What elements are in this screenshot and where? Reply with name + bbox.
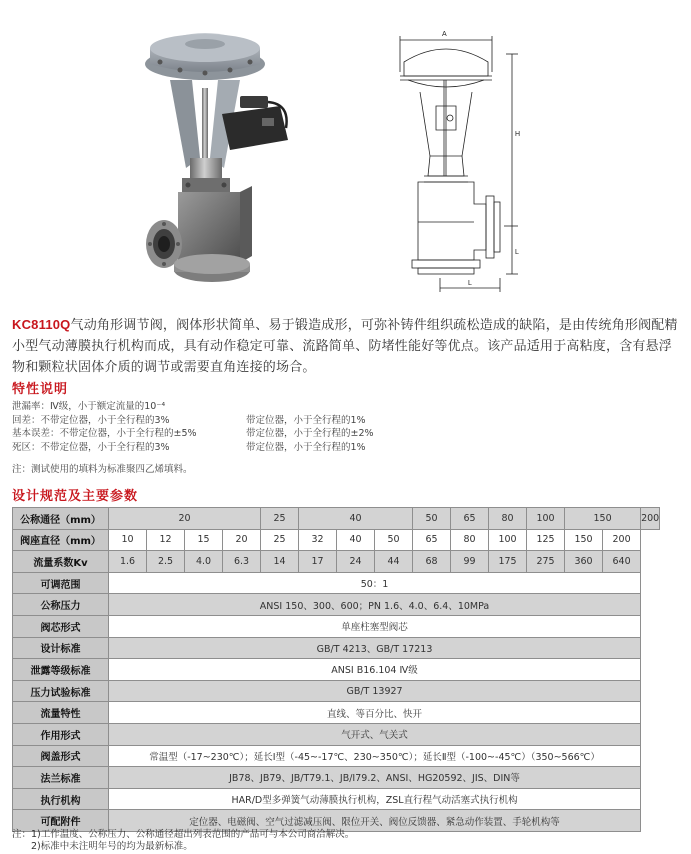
row-label: 泄露等级标准 <box>13 659 109 681</box>
table-cell: 100 <box>489 529 527 551</box>
row-label: 阀盖形式 <box>13 745 109 767</box>
row-label: 公称压力 <box>13 594 109 616</box>
table-cell: 50 <box>375 529 413 551</box>
table-cell: 150 <box>565 529 603 551</box>
row-label: 阀芯形式 <box>13 615 109 637</box>
row-label: 流量特性 <box>13 702 109 724</box>
feature-hysteresis: 回差：不带定位器，小于全行程的3% <box>12 414 170 426</box>
table-cell: 65 <box>413 529 451 551</box>
feature-dead-band-positioner: 带定位器，小于全行程的1% <box>246 441 366 453</box>
table-cell: 175 <box>489 551 527 573</box>
table-row <box>13 594 660 616</box>
footnotes <box>12 829 354 852</box>
table-cell: 65 <box>451 508 489 530</box>
table-cell: 50 <box>413 508 451 530</box>
row-label: 法兰标准 <box>13 767 109 789</box>
table-cell: 10 <box>109 529 147 551</box>
table-cell: 4.0 <box>185 551 223 573</box>
table-row <box>13 723 660 745</box>
table-cell: 15 <box>185 529 223 551</box>
table-cell: 24 <box>337 551 375 573</box>
table-cell: 80 <box>451 529 489 551</box>
feature-row <box>12 414 672 428</box>
table-cell: 99 <box>451 551 489 573</box>
row-label: 设计标准 <box>13 637 109 659</box>
model-number: KC8110Q <box>12 317 71 332</box>
row-value: ANSI 150、300、600；PN 1.6、4.0、6.4、10MPa <box>109 594 641 616</box>
table-cell: 20 <box>223 529 261 551</box>
table-cell: 20 <box>109 508 261 530</box>
table-cell: 25 <box>261 508 299 530</box>
table-cell: 12 <box>147 529 185 551</box>
table-cell: 275 <box>527 551 565 573</box>
table-cell: 640 <box>603 551 641 573</box>
dim-a-label: A <box>442 31 447 38</box>
table-cell: 125 <box>527 529 565 551</box>
table-row-dn <box>13 508 660 530</box>
table-cell: 200 <box>603 529 641 551</box>
table-cell: 40 <box>299 508 413 530</box>
table-cell: 6.3 <box>223 551 261 573</box>
row-value: 常温型（-17~230℃）；延长Ⅰ型（-45~-17℃、230~350℃）；延长Ⅱ型（-100~-45℃）（350~566℃） <box>109 745 641 767</box>
dim-l-label: L <box>515 249 519 256</box>
row-value: GB/T 13927 <box>109 680 641 702</box>
table-cell: 1.6 <box>109 551 147 573</box>
table-cell: 200 <box>641 508 660 530</box>
table-cell: 100 <box>527 508 565 530</box>
spec-table <box>12 507 660 832</box>
table-row <box>13 680 660 702</box>
table-row <box>13 745 660 767</box>
row-label: 作用形式 <box>13 723 109 745</box>
row-value: 单座柱塞型阀芯 <box>109 615 641 637</box>
features-note: 注：测试使用的填料为标准聚四乙烯填料。 <box>12 464 193 476</box>
intro-text: 气动角形调节阀，阀体形状简单、易于锻造成形，可弥补铸件组织疏松造成的缺陷，是由传统角形阀配精小型气动薄膜执行机构而成，具有动作稳定可靠、流路简单、防堵性能好等优点。该产品适用于高粘度，含有悬浮物和颗粒状固体介质的调节或需要直角连接的场合。 <box>12 318 678 375</box>
feature-row <box>12 427 672 441</box>
table-row <box>13 702 660 724</box>
table-row-seat <box>13 529 660 551</box>
table-row <box>13 788 660 810</box>
feature-basic-error: 基本误差：不带定位器，小于全行程的±5% <box>12 428 197 440</box>
table-row <box>13 615 660 637</box>
row-label: 阀座直径（mm） <box>13 529 109 551</box>
dim-h-label: H <box>515 131 521 138</box>
table-cell: 14 <box>261 551 299 573</box>
row-value: GB/T 4213、GB/T 17213 <box>109 637 641 659</box>
row-label: 可调范围 <box>13 572 109 594</box>
row-value: 气开式、气关式 <box>109 723 641 745</box>
row-value: ANSI B16.104 Ⅳ级 <box>109 659 641 681</box>
feature-hysteresis-positioner: 带定位器，小于全行程的1% <box>246 414 366 426</box>
row-label: 流量系数Kv <box>13 551 109 573</box>
table-cell: 40 <box>337 529 375 551</box>
table-cell: 2.5 <box>147 551 185 573</box>
spec-table-body <box>13 508 660 832</box>
features-title: 特性说明 <box>12 382 69 397</box>
row-value: 定位器、电磁阀、空气过滤减压阀、限位开关、阀位反馈器、紧急动作装置、手轮机构等 <box>109 810 641 832</box>
row-value: HAR/D型多弹簧气动薄膜执行机构，ZSL直行程气动活塞式执行机构 <box>109 788 641 810</box>
table-cell: 68 <box>413 551 451 573</box>
features-list <box>12 400 672 477</box>
table-cell: 150 <box>565 508 641 530</box>
feature-row <box>12 400 672 414</box>
feature-dead-band: 死区：不带定位器，小于全行程的3% <box>12 441 170 453</box>
table-cell: 17 <box>299 551 337 573</box>
row-label: 可配附件 <box>13 810 109 832</box>
row-value: JB78、JB79、JB/T79.1、JB/I79.2、ANSI、HG20592、JIS、DIN等 <box>109 767 641 789</box>
product-intro <box>12 314 680 378</box>
feature-leakage: 泄漏率：Ⅳ级，小于额定流量的10⁻⁴ <box>12 401 166 412</box>
row-label: 压力试验标准 <box>13 680 109 702</box>
table-row <box>13 572 660 594</box>
table-cell: 25 <box>261 529 299 551</box>
table-row-kv <box>13 551 660 573</box>
footnote-2: 2)标准中未注明年号的均为最新标准。 <box>12 840 193 852</box>
valve-photo <box>130 18 310 290</box>
spec-title: 设计规范及主要参数 <box>12 489 139 504</box>
table-cell: 360 <box>565 551 603 573</box>
table-row <box>13 659 660 681</box>
table-cell: 44 <box>375 551 413 573</box>
table-row <box>13 637 660 659</box>
table-row <box>13 767 660 789</box>
row-value: 50：1 <box>109 572 641 594</box>
footnote-1: 注：1)工作温度、公称压力、公称通径超出列表范围的产品可与本公司商洽解决。 <box>12 829 355 840</box>
feature-basic-error-positioner: 带定位器，小于全行程的±2% <box>246 428 374 440</box>
table-cell: 80 <box>489 508 527 530</box>
table-cell: 32 <box>299 529 337 551</box>
row-value: 直线、等百分比、快开 <box>109 702 641 724</box>
valve-dimension-drawing <box>380 26 540 296</box>
dim-l2-label: L <box>468 280 472 287</box>
row-label: 执行机构 <box>13 788 109 810</box>
row-label: 公称通径（mm） <box>13 508 109 530</box>
feature-row <box>12 441 672 455</box>
